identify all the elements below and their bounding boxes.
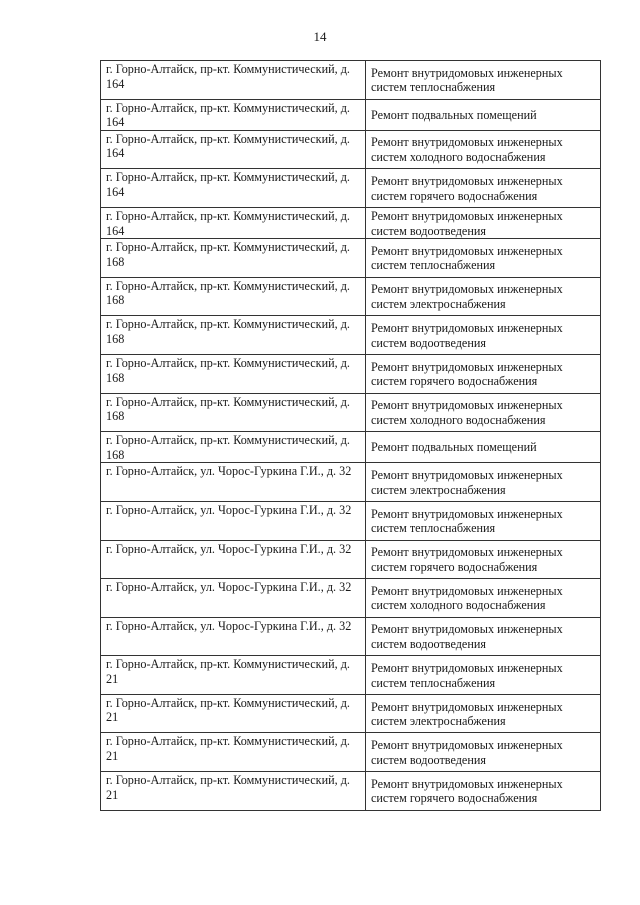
table-body xyxy=(101,61,601,811)
work-cell: Ремонт внутридомовых инженерных систем теплоснабжения xyxy=(366,239,601,278)
address-cell: г. Горно-Алтайск, пр-кт. Коммунистический, д. 168 xyxy=(101,239,366,278)
page-number: 14 xyxy=(313,29,327,44)
work-cell: Ремонт внутридомовых инженерных систем горячего водоснабжения xyxy=(366,772,601,811)
address-cell: г. Горно-Алтайск, пр-кт. Коммунистический, д. 168 xyxy=(101,277,366,316)
work-cell: Ремонт подвальных помещений xyxy=(366,432,601,463)
work-cell: Ремонт подвальных помещений xyxy=(366,99,601,130)
table-row xyxy=(101,617,601,656)
work-cell: Ремонт внутридомовых инженерных систем теплоснабжения xyxy=(366,501,601,540)
table-row xyxy=(101,239,601,278)
address-cell: г. Горно-Алтайск, пр-кт. Коммунистический, д. 168 xyxy=(101,354,366,393)
table-row xyxy=(101,169,601,208)
work-cell: Ремонт внутридомовых инженерных систем теплоснабжения xyxy=(366,61,601,100)
table-row xyxy=(101,694,601,733)
work-cell: Ремонт внутридомовых инженерных систем холодного водоснабжения xyxy=(366,579,601,618)
table-row xyxy=(101,733,601,772)
table-row xyxy=(101,61,601,100)
address-cell: г. Горно-Алтайск, пр-кт. Коммунистический, д. 21 xyxy=(101,772,366,811)
table-row xyxy=(101,207,601,238)
address-cell: г. Горно-Алтайск, пр-кт. Коммунистический, д. 168 xyxy=(101,316,366,355)
work-cell: Ремонт внутридомовых инженерных систем водоотведения xyxy=(366,733,601,772)
table-row xyxy=(101,463,601,502)
table-row xyxy=(101,316,601,355)
address-cell: г. Горно-Алтайск, пр-кт. Коммунистический, д. 21 xyxy=(101,694,366,733)
address-cell: г. Горно-Алтайск, пр-кт. Коммунистический, д. 164 xyxy=(101,169,366,208)
work-cell: Ремонт внутридомовых инженерных систем электроснабжения xyxy=(366,277,601,316)
address-cell: г. Горно-Алтайск, пр-кт. Коммунистический, д. 164 xyxy=(101,207,366,238)
table-row xyxy=(101,130,601,169)
address-cell: г. Горно-Алтайск, пр-кт. Коммунистический, д. 21 xyxy=(101,656,366,695)
address-cell: г. Горно-Алтайск, пр-кт. Коммунистический, д. 164 xyxy=(101,61,366,100)
repair-works-table xyxy=(100,60,601,811)
address-cell: г. Горно-Алтайск, ул. Чорос-Гуркина Г.И., д. 32 xyxy=(101,579,366,618)
work-cell: Ремонт внутридомовых инженерных систем водоотведения xyxy=(366,617,601,656)
address-cell: г. Горно-Алтайск, пр-кт. Коммунистический, д. 21 xyxy=(101,733,366,772)
work-cell: Ремонт внутридомовых инженерных систем водоотведения xyxy=(366,207,601,238)
address-cell: г. Горно-Алтайск, ул. Чорос-Гуркина Г.И., д. 32 xyxy=(101,463,366,502)
address-cell: г. Горно-Алтайск, пр-кт. Коммунистический, д. 164 xyxy=(101,130,366,169)
address-cell: г. Горно-Алтайск, ул. Чорос-Гуркина Г.И., д. 32 xyxy=(101,540,366,579)
work-cell: Ремонт внутридомовых инженерных систем водоотведения xyxy=(366,316,601,355)
work-cell: Ремонт внутридомовых инженерных систем электроснабжения xyxy=(366,694,601,733)
work-cell: Ремонт внутридомовых инженерных систем горячего водоснабжения xyxy=(366,540,601,579)
table-row xyxy=(101,277,601,316)
work-cell: Ремонт внутридомовых инженерных систем горячего водоснабжения xyxy=(366,354,601,393)
work-cell: Ремонт внутридомовых инженерных систем горячего водоснабжения xyxy=(366,169,601,208)
address-cell: г. Горно-Алтайск, пр-кт. Коммунистический, д. 168 xyxy=(101,393,366,432)
table-row xyxy=(101,432,601,463)
table-row xyxy=(101,501,601,540)
table-row xyxy=(101,540,601,579)
table-row xyxy=(101,656,601,695)
table-row xyxy=(101,772,601,811)
table-row xyxy=(101,579,601,618)
work-cell: Ремонт внутридомовых инженерных систем холодного водоснабжения xyxy=(366,393,601,432)
address-cell: г. Горно-Алтайск, пр-кт. Коммунистический, д. 168 xyxy=(101,432,366,463)
work-cell: Ремонт внутридомовых инженерных систем электроснабжения xyxy=(366,463,601,502)
address-cell: г. Горно-Алтайск, пр-кт. Коммунистический, д. 164 xyxy=(101,99,366,130)
work-cell: Ремонт внутридомовых инженерных систем холодного водоснабжения xyxy=(366,130,601,169)
table-row xyxy=(101,354,601,393)
table-row xyxy=(101,99,601,130)
address-cell: г. Горно-Алтайск, ул. Чорос-Гуркина Г.И., д. 32 xyxy=(101,617,366,656)
work-cell: Ремонт внутридомовых инженерных систем теплоснабжения xyxy=(366,656,601,695)
address-cell: г. Горно-Алтайск, ул. Чорос-Гуркина Г.И., д. 32 xyxy=(101,501,366,540)
table-row xyxy=(101,393,601,432)
